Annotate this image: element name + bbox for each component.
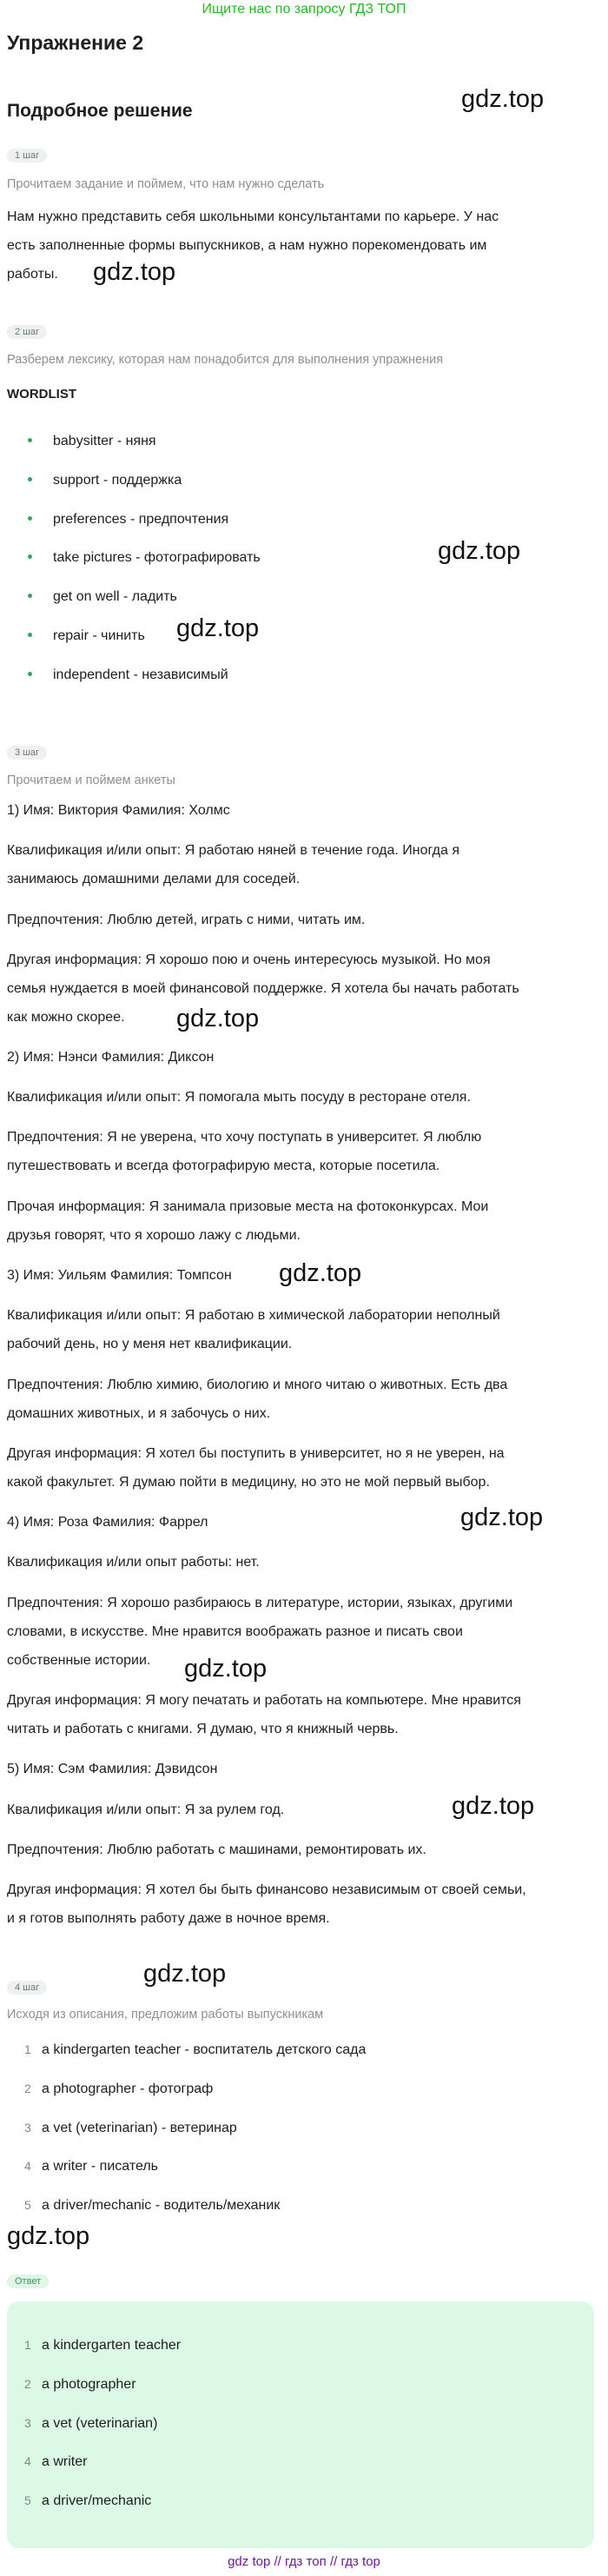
watermark: gdz.top [176,1005,260,1032]
text-line: Квалификация и/или опыт: Я за рулем год. [7,1803,285,1817]
step-badge: 2 шаг [7,325,47,339]
watermark: gdz.top [176,614,260,642]
text-line: Предпочтения: Люблю химию, биологию и много читаю о животных. Есть два [7,1378,508,1392]
watermark: gdz.top [461,85,545,113]
text-line: друзья говорят, что я хорошо лажу с людьми. [7,1228,301,1243]
text-line: 5) Имя: Сэм Фамилия: Дэвидсон [7,1762,218,1776]
list-item: 5 a driver/mechanic - водитель/механик [24,2198,281,2213]
section-title: Подробное решение [7,101,193,121]
list-item: take pictures - фотографировать [7,548,261,568]
text-line: Предпочтения: Я хорошо разбираюсь в литературе, истории, языках, другими [7,1596,513,1610]
wordlist-title: WORDLIST [7,387,76,402]
list-item: independent - независимый [7,665,228,686]
text-line: рабочий день, но у меня нет квалификации. [7,1337,293,1351]
text-line: Другая информация: Я хорошо пою и очень интересуюсь музыкой. Но моя [7,953,491,967]
text-line: 1) Имя: Виктория Фамилия: Холмс [7,803,230,818]
footer-link[interactable]: gdz top [228,2554,271,2569]
list-item: repair - чинить [7,626,145,647]
bullet-icon [28,516,32,521]
text-line: 3) Имя: Уильям Фамилия: Томпсон [7,1268,232,1283]
top-search-banner[interactable]: Ищите нас по запросу ГДЗ ТОП [202,2,406,17]
text-line: семья нуждается в моей финансовой поддержке. Я хотела бы начать работать [7,981,519,996]
step-badge: 3 шаг [7,746,47,760]
watermark: gdz.top [7,2222,90,2250]
footer-link[interactable]: гдз top [340,2554,380,2569]
text-line: работы. [7,267,58,282]
watermark: gdz.top [279,1259,362,1287]
footer-links [0,2554,608,2569]
bullet-icon [28,438,32,442]
text-line: Другая информация: Я хотел бы быть финансово независимым от своей семьи, [7,1882,526,1897]
watermark: gdz.top [143,1960,227,1988]
list-item: 4 a writer - писатель [24,2159,159,2174]
answer-item: 3 a vet (veterinarian) [24,2416,158,2431]
text-line: какой факультет. Я думаю пойти в медицину, но это не мой первый выбор. [7,1475,490,1490]
step-hint: Разберем лексику, которая нам понадобится для выполнения упражнения [7,353,444,367]
bullet-icon [28,554,32,559]
footer-link[interactable]: гдз топ [285,2554,327,2569]
answer-badge: Ответ [7,2274,49,2288]
text-line: словами, в искусстве. Мне нравится воображать разное и писать свои [7,1624,463,1639]
bullet-icon [28,633,32,637]
answer-item: 4 a writer [24,2454,88,2469]
answer-item: 1 a kindergarten teacher [24,2338,182,2353]
text-line: Другая информация: Я хотел бы поступить в университет, но я не уверен, на [7,1446,505,1461]
footer-separator: // [274,2554,281,2569]
text-line: собственные истории. [7,1653,151,1668]
list-item: support - поддержка [7,470,182,491]
text-line: читать и работать с книгами. Я думаю, что я книжный червь. [7,1722,399,1736]
watermark: gdz.top [438,537,521,565]
list-item: 1 a kindergarten teacher - воспитатель детского сада [24,2042,367,2057]
page-title: Упражнение 2 [7,31,144,54]
step-hint: Прочитаем задание и поймем, что нам нужно сделать [7,177,325,191]
text-line: Предпочтения: Люблю работать с машинами, ремонтировать их. [7,1842,426,1857]
list-item: 3 a vet (veterinarian) - ветеринар [24,2121,237,2135]
text-line: и я готов выполнять работу даже в ночное время. [7,1911,330,1926]
text-line: Прочая информация: Я занимала призовые места на фотоконкурсах. Мои [7,1199,489,1214]
answer-box [7,2301,594,2548]
text-line: 2) Имя: Нэнси Фамилия: Диксон [7,1050,215,1065]
watermark: gdz.top [184,1655,268,1683]
text-line: есть заполненные формы выпускников, а нам нужно порекомендовать им [7,238,487,253]
text-line: Другая информация: Я могу печатать и работать на компьютере. Мне нравится [7,1693,521,1708]
list-item: get on well - ладить [7,587,177,607]
step-hint: Прочитаем и поймем анкеты [7,773,175,787]
list-item: babysitter - няня [7,431,156,452]
watermark: gdz.top [452,1792,535,1820]
text-line: Квалификация и/или опыт: Я работаю няней в течение года. Иногда я [7,843,459,858]
bullet-icon [28,672,32,676]
text-line: Квалификация и/или опыт: Я помогала мыть посуду в ресторане отеля. [7,1090,471,1105]
step-badge: 4 шаг [7,1981,47,1995]
step1-text [7,202,598,289]
text-line: путешествовать и всегда фотографирую места, которые посетила. [7,1159,440,1173]
text-line: Предпочтения: Я не уверена, что хочу поступать в университет. Я люблю [7,1130,482,1145]
step-hint: Исходя из описания, предложим работы выпускникам [7,2008,324,2022]
watermark: gdz.top [93,258,176,286]
text-line: как можно скорее. [7,1010,125,1025]
watermark: gdz.top [460,1504,544,1531]
text-line: Предпочтения: Люблю детей, играть с ними, читать им. [7,913,366,927]
list-item: preferences - предпочтения [7,509,228,530]
answer-item: 2 a photographer [24,2377,136,2392]
footer-separator: // [329,2554,338,2569]
list-item: 2 a photographer - фотограф [24,2081,214,2096]
text-line: Квалификация и/или опыт работы: нет. [7,1555,260,1570]
text-line: домашних животных, и я забочусь о них. [7,1406,271,1421]
answer-item: 5 a driver/mechanic [24,2493,152,2508]
text-line: Квалификация и/или опыт: Я работаю в химической лаборатории неполный [7,1308,500,1323]
text-line: Нам нужно представить себя школьными консультантами по карьере. У нас [7,209,499,224]
bullet-icon [28,477,32,481]
bullet-icon [28,594,32,598]
text-line: занимаюсь домашними делами для соседей. [7,872,301,886]
step-badge: 1 шаг [7,149,47,163]
text-line: 4) Имя: Роза Фамилия: Фаррел [7,1515,208,1530]
